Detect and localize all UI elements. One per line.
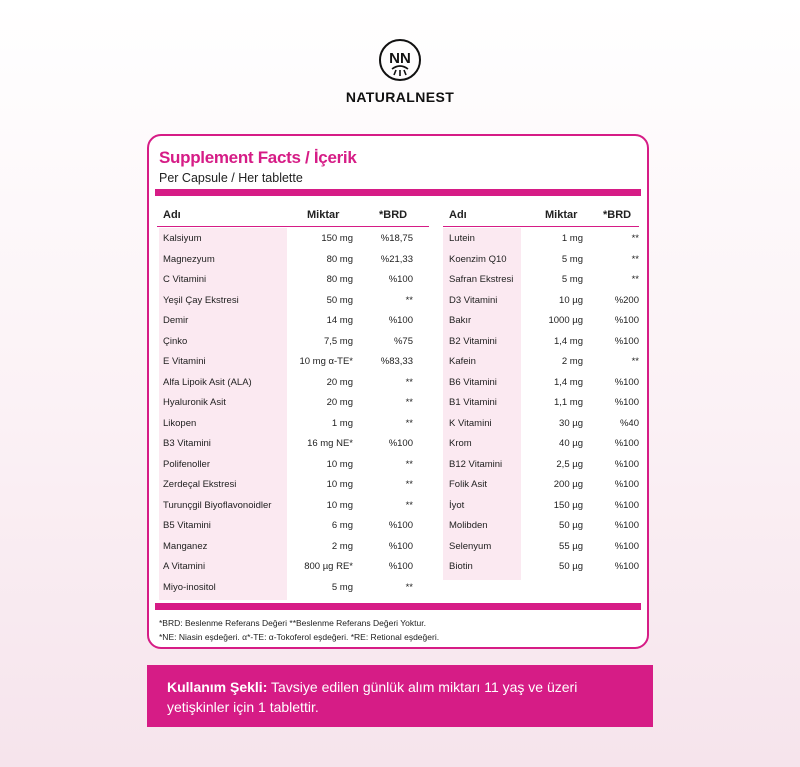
nutrient-brd: %100	[614, 315, 639, 326]
nutrient-name: Kafein	[449, 356, 476, 367]
nutrient-amount: 200 µg	[553, 479, 583, 490]
right-header-name: Adı	[449, 209, 467, 221]
nutrient-amount: 1 mg	[561, 233, 583, 244]
right-header-amount: Miktar	[545, 209, 578, 221]
nutrient-row	[443, 330, 639, 351]
nutrient-amount: 20 mg	[326, 376, 353, 388]
nutrient-name: Lutein	[449, 233, 475, 244]
nutrient-row	[443, 432, 639, 453]
nutrient-brd: **	[405, 458, 413, 470]
top-divider	[155, 189, 641, 196]
nutrient-amount: 50 mg	[326, 294, 353, 306]
nutrient-row	[157, 371, 429, 392]
nutrient-name: Selenyum	[449, 540, 492, 552]
nutrient-name: Folik Asit	[449, 479, 488, 490]
usage-label: Kullanım Şekli:	[167, 679, 268, 695]
nutrient-brd: %100	[614, 479, 639, 490]
nutrient-row	[443, 371, 639, 392]
nutrient-amount: 30 µg	[559, 417, 583, 429]
nutrient-amount: 1,1 mg	[553, 397, 583, 408]
nutrient-row	[157, 227, 429, 248]
nutrient-row	[157, 473, 429, 494]
nutrient-name: B6 Vitamini	[449, 376, 497, 388]
nutrient-row	[157, 555, 429, 576]
nutrient-row	[157, 432, 429, 453]
nutrient-row	[157, 453, 429, 474]
nutrient-row	[157, 514, 429, 535]
nutrient-brd: **	[405, 376, 413, 388]
nutrient-amount: 1 mg	[331, 417, 353, 429]
nutrient-amount: 1,4 mg	[553, 335, 583, 347]
nutrient-row	[157, 494, 429, 515]
nutrient-row	[157, 391, 429, 412]
nutrient-brd: **	[631, 233, 639, 244]
naturalnest-logo-icon	[378, 38, 422, 82]
nutrient-row	[157, 289, 429, 310]
left-header-row	[157, 204, 429, 227]
right-header-row	[443, 204, 639, 227]
nutrient-name: İyot	[449, 499, 465, 511]
nutrient-row	[443, 535, 639, 556]
nutrient-row	[157, 535, 429, 556]
nutrient-brd: %100	[388, 274, 413, 285]
nutrient-brd: %75	[393, 335, 413, 347]
nutrient-row	[157, 350, 429, 371]
nutrient-row	[157, 576, 429, 597]
nutrient-amount: 1000 µg	[548, 315, 583, 326]
left-header-name: Adı	[163, 209, 181, 221]
nutrient-brd: %100	[388, 315, 413, 326]
nutrient-row	[443, 473, 639, 494]
nutrient-row	[443, 289, 639, 310]
nutrient-name: Çinko	[163, 335, 188, 347]
nutrient-brd: **	[405, 479, 413, 490]
brand-logo	[0, 38, 800, 105]
footnote-brd: *BRD: Beslenme Referans Değeri **Beslenme Referans Değeri Yoktur.	[159, 618, 426, 628]
nutrient-row	[443, 555, 639, 576]
nutrient-amount: 7,5 mg	[323, 335, 353, 347]
nutrient-amount: 150 mg	[321, 233, 353, 244]
nutrient-amount: 40 µg	[559, 438, 583, 449]
nutrient-amount: 50 µg	[559, 561, 583, 572]
nutrient-name: Polifenoller	[163, 458, 210, 470]
nutrient-amount: 5 mg	[561, 253, 583, 265]
nutrient-brd: **	[405, 294, 413, 306]
nutrient-brd: %100	[614, 520, 639, 531]
usage-text: Tavsiye edilen günlük alım miktarı 11 yaş ve üzeri yetişkinler için 1 tablettir.	[167, 679, 578, 715]
facts-title: Supplement Facts / İçerik	[159, 148, 357, 167]
nutrient-name: Magnezyum	[163, 253, 215, 265]
nutrient-brd: %100	[614, 376, 639, 388]
nutrient-amount: 150 µg	[553, 499, 583, 511]
nutrient-amount: 5 mg	[561, 274, 583, 285]
bottom-divider	[155, 603, 641, 610]
svg-text:NN: NN	[389, 50, 411, 67]
nutrient-brd: **	[405, 397, 413, 408]
nutrient-brd: %100	[614, 458, 639, 470]
nutrient-amount: 10 µg	[559, 294, 583, 306]
nutrient-row	[157, 309, 429, 330]
facts-subtitle: Per Capsule / Her tablette	[159, 171, 303, 185]
left-header-brd: *BRD	[379, 209, 408, 221]
nutrient-amount: 80 mg	[326, 253, 353, 265]
nutrient-amount: 2 mg	[561, 356, 583, 367]
footnote-equivalents: *NE: Niasin eşdeğeri. α*-TE: α-Tokoferol eşdeğeri. *RE: Retional eşdeğeri.	[159, 632, 440, 642]
nutrient-name: D3 Vitamini	[449, 294, 498, 306]
nutrient-name: E Vitamini	[163, 356, 206, 367]
nutrient-row	[443, 412, 639, 433]
nutrient-name: Hyaluronik Asit	[163, 397, 226, 408]
nutrient-name: C Vitamini	[163, 274, 207, 285]
nutrient-brd: **	[405, 581, 413, 593]
nutrient-name: K Vitamini	[449, 417, 492, 429]
nutrient-row	[443, 227, 639, 248]
nutrient-name: Kalsiyum	[163, 233, 202, 244]
nutrient-brd: **	[631, 356, 639, 367]
nutrient-amount: 50 µg	[559, 520, 583, 531]
usage-instructions	[147, 665, 653, 727]
nutrient-row	[443, 514, 639, 535]
brand-name: NATURALNEST	[345, 89, 455, 105]
nutrient-amount: 80 mg	[326, 274, 353, 285]
nutrient-row	[443, 248, 639, 269]
nutrient-amount: 10 mg	[326, 479, 353, 490]
nutrient-brd: %100	[614, 540, 639, 552]
nutrient-brd: %40	[619, 417, 639, 429]
nutrient-amount: 6 mg	[331, 520, 353, 531]
nutrient-amount: 14 mg	[326, 315, 353, 326]
nutrient-brd: %100	[614, 561, 639, 572]
nutrient-amount: 16 mg NE*	[307, 438, 353, 449]
nutrient-name: Safran Ekstresi	[449, 274, 514, 285]
nutrient-brd: **	[405, 499, 413, 511]
nutrient-row	[443, 309, 639, 330]
nutrient-row	[443, 494, 639, 515]
nutrient-brd: **	[405, 417, 413, 429]
nutrient-brd: %200	[614, 294, 639, 306]
nutrient-amount: 55 µg	[559, 540, 583, 552]
nutrient-name: Zerdeçal Ekstresi	[163, 479, 237, 490]
nutrient-name: B5 Vitamini	[163, 520, 211, 531]
nutrient-brd: %100	[388, 540, 413, 552]
nutrient-brd: %100	[388, 520, 413, 531]
nutrient-brd: **	[631, 253, 639, 265]
nutrient-row	[443, 453, 639, 474]
nutrient-name: Koenzim Q10	[449, 253, 507, 265]
nutrient-name: Krom	[449, 438, 472, 449]
nutrient-row	[157, 412, 429, 433]
nutrient-brd: %100	[614, 438, 639, 449]
nutrient-name: B12 Vitamini	[449, 458, 503, 470]
nutrient-name: Bakır	[449, 315, 472, 326]
nutrient-amount: 10 mg	[326, 499, 353, 511]
nutrient-brd: %100	[614, 335, 639, 347]
nutrient-name: B1 Vitamini	[449, 397, 497, 408]
nutrient-amount: 20 mg	[326, 397, 353, 408]
nutrient-row	[443, 268, 639, 289]
nutrient-brd: %100	[388, 561, 413, 572]
nutrient-brd: %18,75	[380, 233, 413, 244]
nutrient-row	[157, 248, 429, 269]
nutrient-amount: 800 µg RE*	[304, 561, 353, 572]
nutrient-amount: 10 mg α-TE*	[299, 356, 353, 367]
nutrient-name: Manganez	[163, 540, 208, 552]
nutrient-amount: 5 mg	[331, 581, 353, 593]
nutrient-amount: 10 mg	[326, 458, 353, 470]
nutrient-name: B3 Vitamini	[163, 438, 211, 449]
left-header-amount: Miktar	[307, 209, 340, 221]
nutrient-name: B2 Vitamini	[449, 335, 497, 347]
nutrient-row	[157, 268, 429, 289]
nutrient-name: Likopen	[163, 417, 197, 429]
nutrient-brd: %83,33	[380, 356, 413, 367]
nutrient-brd: %100	[614, 397, 639, 408]
nutrient-amount: 1,4 mg	[553, 376, 583, 388]
nutrient-amount: 2 mg	[331, 540, 353, 552]
nutrient-name: Demir	[163, 315, 189, 326]
nutrient-amount: 2,5 µg	[556, 458, 583, 470]
nutrient-brd: %100	[614, 499, 639, 511]
nutrient-name: Miyo-inositol	[163, 581, 216, 593]
right-column	[443, 204, 639, 576]
nutrient-brd: **	[631, 274, 639, 285]
nutrient-brd: %21,33	[380, 253, 413, 265]
nutrient-row	[443, 350, 639, 371]
nutrient-name: Biotin	[449, 561, 473, 572]
left-column	[157, 204, 429, 596]
supplement-facts-card	[147, 134, 649, 649]
nutrient-brd: %100	[388, 438, 413, 449]
right-rows	[443, 227, 639, 576]
nutrient-name: Yeşil Çay Ekstresi	[163, 294, 239, 306]
nutrient-name: Molibden	[449, 520, 488, 531]
right-header-brd: *BRD	[603, 209, 632, 221]
nutrient-name: Alfa Lipoik Asit (ALA)	[163, 376, 252, 388]
left-rows	[157, 227, 429, 596]
nutrient-row	[157, 330, 429, 351]
nutrient-name: Turunçgil Biyoflavonoidler	[163, 499, 272, 511]
nutrient-name: A Vitamini	[163, 561, 206, 572]
nutrient-row	[443, 391, 639, 412]
